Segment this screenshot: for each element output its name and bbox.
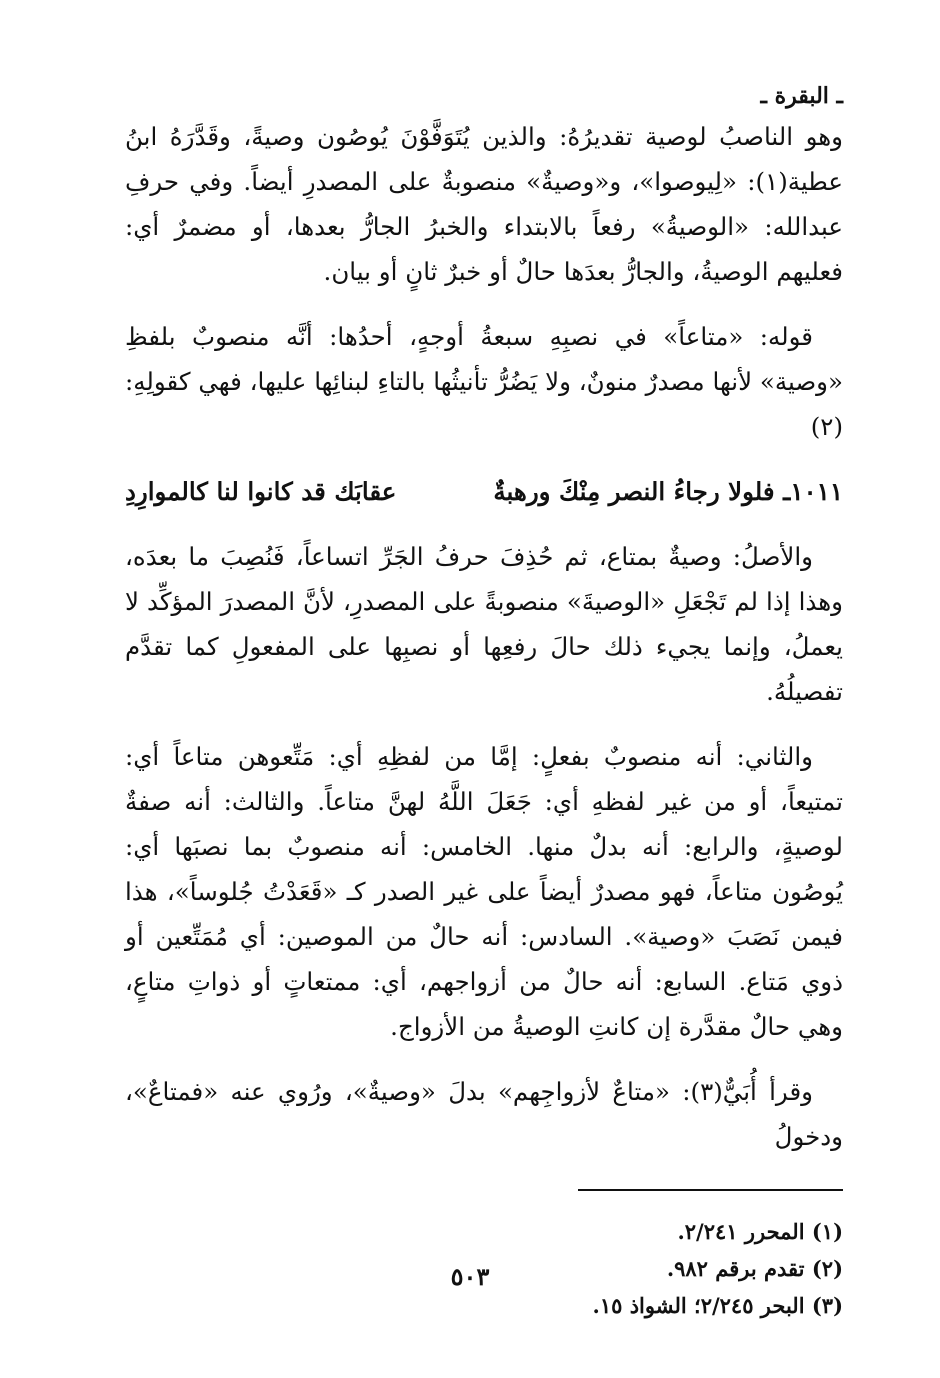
verse-hemistich-2: عقابَك قد كانوا لنا كالموارِدِ <box>125 477 397 506</box>
running-head: ـ البقرة ـ <box>760 83 843 109</box>
paragraph-1: وهو الناصبُ لوصية تقديرُهُ: والذين يُتَوَفَّوْنَ يُوصُون وصيةً، وقَدَّرَهُ ابنُ عطية(١): «لِيوصوا»، و«وصيةٌ» منصوبةٌ على المصدرِ أيضاً. وفي حرفِ عبدالله: «الوصيةُ» رفعاً بالابتداء والخبرُ الجارُّ بعدها، أو مضمرٌ أي: فعليهم الوصيةُ، والجارُّ بعدَها حالٌ أو خبرٌ ثانٍ أو بيان. <box>125 122 843 286</box>
footnote-separator <box>125 1189 843 1191</box>
paragraph-gap <box>125 449 843 469</box>
footnote-2: (٢) تقدم برقم ٩٨٢. <box>666 1256 843 1281</box>
footnote-rule <box>578 1189 843 1191</box>
verse-hemistich-1: فلولا رجاءُ النصر مِنْكَ ورهبةٌ <box>493 477 775 506</box>
verse-first-hemistich <box>493 469 843 514</box>
paragraph-gap <box>125 514 843 534</box>
paragraph-2: قوله: «متاعاً» في نصبِهِ سبعةُ أوجهٍ، أحدُها: أنَّه منصوبٌ بلفظِ «وصية» لأنها مصدرٌ منونٌ، ولا يَضُرُّ تأنيثُها بالتاءِ لبنائِها عليها، فهي كقولِهِ:(٢) <box>125 322 843 441</box>
paragraph-5: وقرأ أُبَيٌّ(٣): «متاعٌ لأزواجِهم» بدلَ «وصيةٌ»، ورُوي عنه «فمتاعٌ»، ودخولُ <box>125 1077 843 1151</box>
verse-number: ١٠١١ـ <box>783 477 843 506</box>
paragraph-4: والثاني: أنه منصوبٌ بفعلٍ: إمَّا من لفظِهِ أي: مَتِّعوهن متاعاً أي: تمتيعاً، أو من غير لفظهِ أي: جَعَلَ اللَّهُ لهنَّ متاعاً. والثالث: أنه صفةٌ لوصيةٍ، والرابع: أنه بدلٌ منها. الخامس: أنه منصوبٌ بما نصبَها أي: يُوصُون متاعاً، فهو مصدرٌ أيضاً على غير الصدر كـ «قَعَدْتُ جُلوساً»، هذا فيمن نَصَبَ «وصية». السادس: أنه حالٌ من الموصين: أي مُمَتِّعين أو ذوي مَتاع. السابع: أنه حالٌ من أزواجهم، أي: ممتعاتٍ أو ذواتِ متاعٍ، وهي حالٌ مقدَّرة إن كانتِ الوصيةُ من الأزواج. <box>125 742 843 1041</box>
paragraph-gap <box>125 294 843 314</box>
paragraph-gap <box>125 1049 843 1069</box>
page-body <box>125 78 843 1338</box>
page-number: ٥٠٣ <box>450 1262 490 1291</box>
paragraph-3: والأصلُ: وصيةٌ بمتاع، ثم حُذِفَ حرفُ الجَرِّ اتساعاً، فَنُصِبَ ما بعدَه، وهذا إذا لم تَجْعَلِ «الوصيةَ» منصوبةً على المصدرِ، لأنَّ المصدرَ المؤكِّد لا يعملُ، وإنما يجيء ذلك حالَ رفعِها أو نصبِها على المفعولِ كما تقدَّم تفصيلُهُ. <box>125 542 843 706</box>
paragraph-gap <box>125 714 843 734</box>
verse-line <box>125 469 843 514</box>
footnote-3: (٣) البحر ٢/٢٤٥؛ الشواذ ١٥. <box>592 1293 843 1318</box>
footnote-1: (١) المحرر ٢/٢٤١. <box>677 1219 843 1244</box>
